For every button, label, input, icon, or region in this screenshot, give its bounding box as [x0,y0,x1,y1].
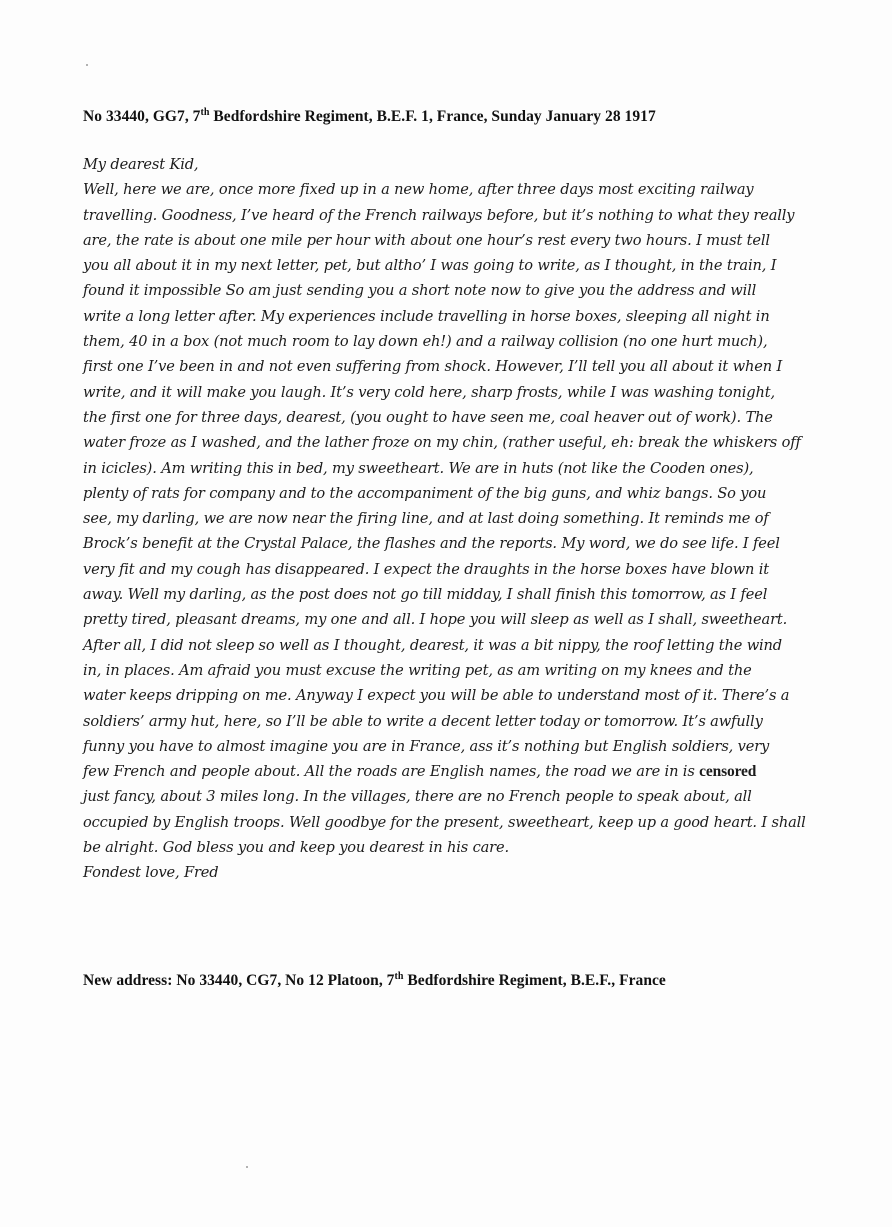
letter-line: away. Well my darling, as the post does not go till midday, I shall finish this tomorrow, as I feel [83,586,768,604]
letter-body [83,152,843,886]
letter-line: first one I’ve been in and not even suffering from shock. However, I’ll tell you all about it when I [83,358,783,376]
censored-word: censored [699,763,757,781]
address-text-rest: Bedfordshire Regiment, B.E.F., France [403,972,666,989]
letter-line: After all, I did not sleep so well as I thought, dearest, it was a bit nippy, the roof letting the wind [83,636,782,654]
letter-line: them, 40 in a box (not much room to lay down eh!) and a railway collision (no one hurt much), [83,333,768,351]
paper-speck [86,64,88,66]
letter-line: travelling. Goodness, I’ve heard of the French railways before, but it’s nothing to what they really [83,206,795,224]
letter-line: found it impossible So am just sending you a short note now to give you the address and will [83,282,757,300]
letter-line: the first one for three days, dearest, (you ought to have seen me, coal heaver out of work). The [83,408,773,426]
letter-line-text: few French and people about. All the roads are English names, the road we are in is [83,763,700,781]
letter-line: write, and it will make you laugh. It’s very cold here, sharp frosts, while I was washing tonight, [83,383,775,401]
letter-line: Brock’s benefit at the Crystal Palace, the flashes and the reports. My word, we do see life. I feel [83,535,780,553]
address-text: New address: No 33440, CG7, No 12 Platoon, 7 [83,972,395,989]
header-text-rest: Bedfordshire Regiment, B.E.F. 1, France, Sunday January 28 1917 [209,108,656,125]
letter-line: just fancy, about 3 miles long. In the villages, there are no French people to speak about, all [83,788,752,806]
letter-line: be alright. God bless you and keep you dearest in his care. [83,839,509,857]
letter-line: soldiers’ army hut, here, so I’ll be able to write a decent letter today or tomorrow. It’s awfully [83,712,763,730]
letter-line: occupied by English troops. Well goodbye for the present, sweetheart, keep up a good heart. I shall [83,813,806,831]
letter-line: write a long letter after. My experiences include travelling in horse boxes, sleeping all night in [83,307,770,325]
letter-line: funny you have to almost imagine you are in France, ass it’s nothing but English soldiers, very [83,737,770,755]
letter-line: are, the rate is about one mile per hour with about one hour’s rest every two hours. I must tell [83,231,770,249]
header-text: No 33440, GG7, 7 [83,108,201,125]
address-ordinal-suffix: th [394,970,404,982]
greeting: My dearest Kid, [83,156,199,173]
letter-line: in icicles). Am writing this in bed, my sweetheart. We are in huts (not like the Cooden ones), [83,459,754,477]
letter-line: very fit and my cough has disappeared. I expect the draughts in the horse boxes have blown it [83,560,769,578]
header-ordinal-suffix: th [200,106,210,118]
letter-line: pretty tired, pleasant dreams, my one and all. I hope you will sleep as well as I shall, sweetheart. [83,611,788,629]
letter-line: in, in places. Am afraid you must excuse the writing pet, as am writing on my knees and the [83,661,752,679]
new-address [83,972,666,990]
letter-line: see, my darling, we are now near the firing line, and at last doing something. It reminds me of [83,510,769,528]
letter-line: water keeps dripping on me. Anyway I expect you will be able to understand most of it. There’s a [83,687,790,705]
letter-line: you all about it in my next letter, pet, but altho’ I was going to write, as I thought, in the train, I [83,257,777,275]
letter-line-censored [83,759,843,784]
closing-signature: Fondest love, Fred [83,864,219,882]
letter-line: water froze as I washed, and the lather froze on my chin, (rather useful, eh: break the whiskers off [83,434,801,452]
letter-line: Well, here we are, once more fixed up in a new home, after three days most exciting railway [83,181,754,199]
letter-header [83,108,656,126]
paper-speck [246,1166,248,1168]
letter-line: plenty of rats for company and to the accompaniment of the big guns, and whiz bangs. So you [83,484,767,502]
